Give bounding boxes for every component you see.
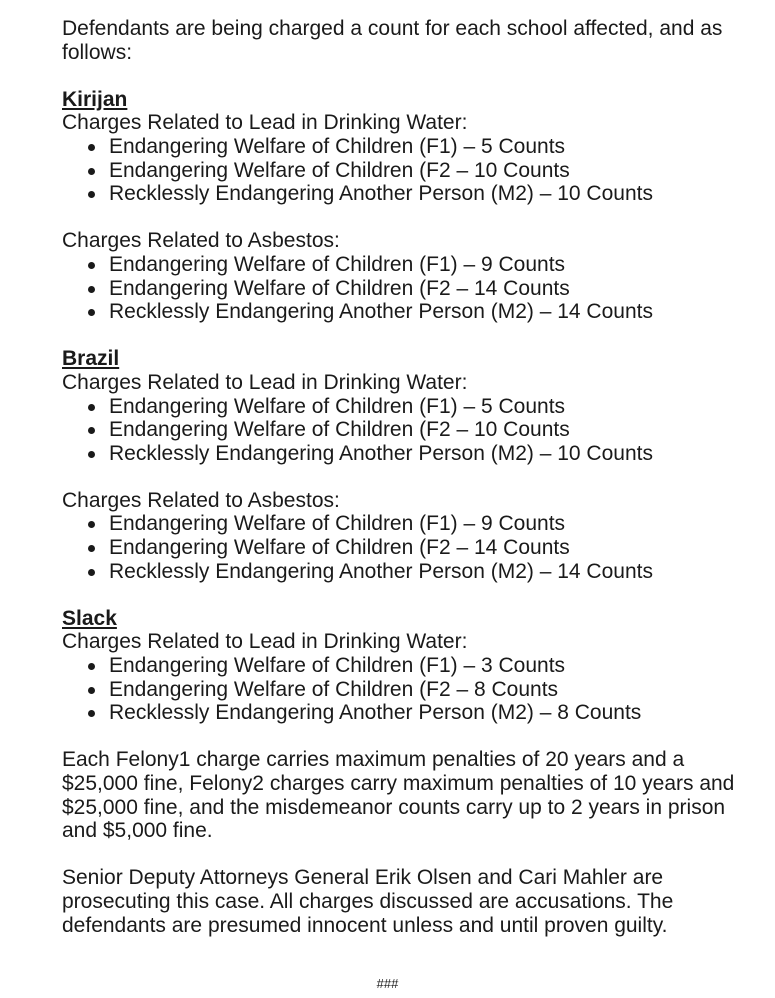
charge-item: Endangering Welfare of Children (F2 – 10 Counts: [62, 159, 735, 183]
charge-group-heading: Charges Related to Lead in Drinking Water:: [62, 111, 468, 135]
school-name: Brazil: [62, 347, 120, 371]
charge-group: [62, 630, 735, 724]
school-section-slack: [62, 607, 735, 725]
penalties-paragraph: Each Felony1 charge carries maximum penalties of 20 years and a $25,000 fine, Felony2 charges carry maximum penalties of 10 years and $25,000 fine, and the misdemeanor counts carry up to 2 years in prison and $5,000 fine.: [62, 748, 735, 843]
charge-item: Endangering Welfare of Children (F1) – 5 Counts: [62, 135, 735, 159]
charge-item: Recklessly Endangering Another Person (M2) – 14 Counts: [62, 300, 735, 324]
charge-group: [62, 489, 735, 583]
charge-group: [62, 371, 735, 465]
charge-group-heading: Charges Related to Lead in Drinking Water:: [62, 630, 468, 654]
intro-paragraph: Defendants are being charged a count for each school affected, and as follows:: [62, 17, 723, 64]
charge-item: Recklessly Endangering Another Person (M2) – 10 Counts: [62, 182, 735, 206]
charge-group-heading: Charges Related to Asbestos:: [62, 488, 340, 512]
charge-group: [62, 229, 735, 323]
charge-item: Endangering Welfare of Children (F2 – 8 Counts: [62, 678, 735, 702]
school-name: Kirijan: [62, 87, 128, 111]
charge-group: [62, 111, 735, 205]
school-section-brazil: [62, 347, 735, 583]
charge-item: Recklessly Endangering Another Person (M2) – 10 Counts: [62, 442, 735, 466]
charge-list: [62, 512, 735, 583]
charge-list: [62, 395, 735, 466]
end-mark: ###: [376, 976, 399, 991]
school-name: Slack: [62, 606, 117, 630]
closing-paragraph: Senior Deputy Attorneys General Erik Olsen and Cari Mahler are prosecuting this case. All charges discussed are accusations. The defendants are presumed innocent unless and until proven guilty.: [62, 866, 674, 937]
charge-item: Recklessly Endangering Another Person (M2) – 8 Counts: [62, 701, 735, 725]
charge-item: Endangering Welfare of Children (F1) – 3 Counts: [62, 654, 735, 678]
charge-list: [62, 135, 735, 206]
charge-item: Endangering Welfare of Children (F1) – 5 Counts: [62, 395, 735, 419]
charge-group-heading: Charges Related to Lead in Drinking Water:: [62, 370, 468, 394]
charge-list: [62, 253, 735, 324]
charge-item: Endangering Welfare of Children (F1) – 9 Counts: [62, 512, 735, 536]
charge-list: [62, 654, 735, 725]
charge-item: Endangering Welfare of Children (F2 – 14 Counts: [62, 536, 735, 560]
charge-item: Recklessly Endangering Another Person (M2) – 14 Counts: [62, 560, 735, 584]
charge-item: Endangering Welfare of Children (F2 – 14 Counts: [62, 277, 735, 301]
charge-group-heading: Charges Related to Asbestos:: [62, 229, 340, 253]
charge-item: Endangering Welfare of Children (F1) – 9 Counts: [62, 253, 735, 277]
school-section-kirijan: [62, 88, 735, 324]
charge-item: Endangering Welfare of Children (F2 – 10 Counts: [62, 418, 735, 442]
